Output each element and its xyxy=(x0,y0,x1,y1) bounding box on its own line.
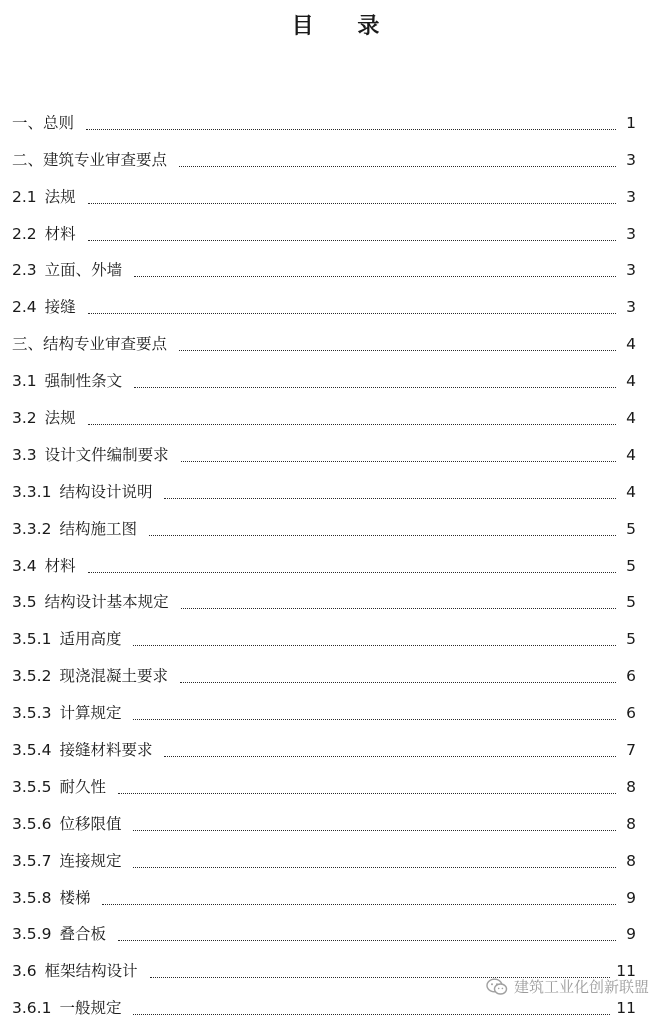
toc-entry-number: 3.5.7 xyxy=(12,851,52,870)
toc-entry-page: 4 xyxy=(626,335,636,354)
toc-entry-number: 三、 xyxy=(12,335,44,354)
toc-entry-number: 2.3 xyxy=(12,261,37,280)
toc-entry xyxy=(12,686,636,723)
toc-entry-number: 一、 xyxy=(12,113,44,132)
toc-entry xyxy=(12,207,636,244)
toc-entry-number: 3.5 xyxy=(12,593,37,612)
toc-leader-dots xyxy=(133,1014,610,1015)
toc-entry-page: 8 xyxy=(626,777,636,796)
toc-entry-label: 结构设计说明 xyxy=(59,482,153,501)
toc-entry-label: 适用高度 xyxy=(59,630,122,649)
toc-entry xyxy=(12,280,636,317)
toc-leader-dots xyxy=(118,793,616,794)
toc-entry-label: 楼梯 xyxy=(59,888,91,907)
toc-leader-dots xyxy=(179,350,616,351)
toc-entry-page: 9 xyxy=(626,925,636,944)
toc-entry-label: 计算规定 xyxy=(59,704,122,723)
toc-leader-dots xyxy=(86,129,616,130)
toc-leader-dots xyxy=(133,719,616,720)
toc-leader-dots xyxy=(88,240,616,241)
toc-leader-dots xyxy=(133,830,616,831)
toc-entry-label: 结构施工图 xyxy=(59,519,137,538)
toc-entry-label: 强制性条文 xyxy=(44,372,123,391)
toc-leader-dots xyxy=(180,682,616,683)
toc-entry-page: 3 xyxy=(626,150,636,169)
toc-entry-number: 2.4 xyxy=(12,298,37,317)
toc-entry xyxy=(12,539,636,576)
toc-entry-page: 3 xyxy=(626,261,636,280)
toc-entry-number: 3.5.2 xyxy=(12,667,52,686)
toc-entry-page: 5 xyxy=(626,593,636,612)
toc-entry-number: 3.6 xyxy=(12,962,37,981)
toc-entry xyxy=(12,133,636,170)
watermark xyxy=(486,976,649,997)
watermark-text: 建筑工业化创新联盟 xyxy=(513,978,649,996)
toc-entry-label: 设计文件编制要求 xyxy=(44,445,169,464)
toc-entry-page: 1 xyxy=(626,113,636,132)
toc-entry-page: 8 xyxy=(626,851,636,870)
toc-entry xyxy=(12,576,636,613)
toc-entry-number: 2.2 xyxy=(12,224,37,243)
toc-leader-dots xyxy=(181,608,616,609)
toc-entry-label: 材料 xyxy=(44,224,76,243)
toc-entry-page: 5 xyxy=(626,519,636,538)
toc-leader-dots xyxy=(134,387,616,388)
toc-entry-page: 3 xyxy=(626,224,636,243)
toc-entry xyxy=(12,760,636,797)
toc-entry-label: 接缝 xyxy=(44,298,76,317)
toc-entry xyxy=(12,391,636,428)
toc-entry-label: 建筑专业审查要点 xyxy=(43,150,168,169)
toc-entry xyxy=(12,723,636,760)
toc-entry-number: 3.5.5 xyxy=(12,777,52,796)
toc-leader-dots xyxy=(134,276,616,277)
toc-entry xyxy=(12,428,636,465)
toc-entry xyxy=(12,871,636,908)
toc-entry-page: 7 xyxy=(626,741,636,760)
toc-entry xyxy=(12,244,636,281)
toc-entry-label: 框架结构设计 xyxy=(44,962,138,981)
toc-leader-dots xyxy=(88,572,616,573)
toc-entry-label: 一般规定 xyxy=(59,999,122,1018)
toc-entry-page: 5 xyxy=(626,556,636,575)
toc-entry-number: 3.4 xyxy=(12,556,37,575)
toc-entry-label: 法规 xyxy=(44,187,76,206)
toc-entry-page: 9 xyxy=(626,888,636,907)
toc-entry-number: 3.5.8 xyxy=(12,888,52,907)
wechat-icon xyxy=(486,978,508,996)
toc-entry-page: 11 xyxy=(616,999,636,1018)
toc-entry-label: 材料 xyxy=(44,556,76,575)
toc-entry-page: 4 xyxy=(626,372,636,391)
toc-entry-page: 4 xyxy=(626,445,636,464)
toc-entry xyxy=(12,465,636,502)
toc-leader-dots xyxy=(118,940,616,941)
toc-entry-number: 3.3.2 xyxy=(12,519,52,538)
toc-entry-number: 2.1 xyxy=(12,187,37,206)
toc-entry-label: 位移限值 xyxy=(59,814,122,833)
toc-leader-dots xyxy=(88,424,616,425)
toc-entry-number: 3.6.1 xyxy=(12,999,52,1018)
toc-leader-dots xyxy=(149,535,616,536)
toc-entry xyxy=(12,96,636,133)
toc-entry-label: 结构设计基本规定 xyxy=(44,593,169,612)
toc-entry-number: 3.5.6 xyxy=(12,814,52,833)
toc-entry-page: 3 xyxy=(626,187,636,206)
toc-entry xyxy=(12,502,636,539)
toc-entry-label: 立面、外墙 xyxy=(44,261,123,280)
toc-leader-dots xyxy=(133,867,616,868)
toc-list xyxy=(12,96,636,1018)
toc-entry-number: 3.5.1 xyxy=(12,630,52,649)
toc-entry xyxy=(12,834,636,871)
toc-entry-page: 6 xyxy=(626,667,636,686)
toc-leader-dots xyxy=(102,904,616,905)
toc-entry xyxy=(12,612,636,649)
toc-entry-page: 11 xyxy=(616,962,636,981)
toc-entry-label: 接缝材料要求 xyxy=(59,741,153,760)
toc-entry-number: 3.3.1 xyxy=(12,482,52,501)
toc-leader-dots xyxy=(181,461,616,462)
toc-entry-page: 8 xyxy=(626,814,636,833)
toc-entry-number: 3.5.9 xyxy=(12,925,52,944)
toc-title: 目 录 xyxy=(291,14,398,39)
toc-leader-dots xyxy=(88,313,616,314)
toc-entry xyxy=(12,317,636,354)
toc-entry-label: 法规 xyxy=(44,409,76,428)
toc-entry xyxy=(12,649,636,686)
toc-entry-label: 总则 xyxy=(43,113,75,132)
toc-entry-number: 3.2 xyxy=(12,409,37,428)
toc-entry-number: 3.5.3 xyxy=(12,704,52,723)
toc-leader-dots xyxy=(179,166,616,167)
toc-entry xyxy=(12,170,636,207)
toc-leader-dots xyxy=(88,203,616,204)
toc-entry xyxy=(12,354,636,391)
toc-entry-number: 3.3 xyxy=(12,445,37,464)
toc-entry-page: 4 xyxy=(626,482,636,501)
toc-entry-number: 二、 xyxy=(12,150,44,169)
toc-entry-number: 3.5.4 xyxy=(12,741,52,760)
toc-entry-page: 5 xyxy=(626,630,636,649)
toc-entry-page: 3 xyxy=(626,298,636,317)
toc-entry xyxy=(12,908,636,945)
toc-entry xyxy=(12,797,636,834)
toc-leader-dots xyxy=(133,645,616,646)
toc-leader-dots xyxy=(164,756,616,757)
toc-entry-label: 结构专业审查要点 xyxy=(43,335,168,354)
toc-entry-page: 6 xyxy=(626,704,636,723)
toc-entry-number: 3.1 xyxy=(12,372,37,391)
toc-entry-label: 连接规定 xyxy=(59,851,122,870)
toc-entry-label: 现浇混凝土要求 xyxy=(59,667,168,686)
toc-entry-label: 叠合板 xyxy=(59,925,106,944)
toc-entry-page: 4 xyxy=(626,409,636,428)
toc-entry-label: 耐久性 xyxy=(59,777,106,796)
toc-leader-dots xyxy=(164,498,616,499)
